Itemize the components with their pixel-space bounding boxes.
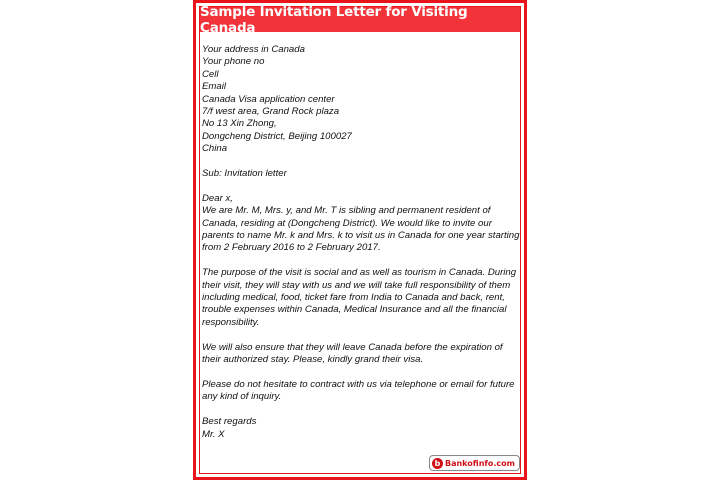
address-line: Canada Visa application center: [202, 93, 335, 105]
letter-frame: [193, 0, 527, 480]
address-block: [202, 44, 522, 156]
address-line: Your address in Canada: [202, 44, 305, 55]
paragraph: We are Mr. M, Mrs. y, and Mr. T is sibling and permanent resident of Canada, residing at (Dongcheng District). We would like to invite our parents to name Mr. k and Mrs. k to visit us in Canada for one year starting from 2 February 2016 to 2 February 2017.: [202, 205, 520, 254]
paragraph: We will also ensure that they will leave Canada before the expiration of their authorized stay. Please, kindly grand their visa.: [202, 341, 503, 366]
address-line: Your phone no: [202, 56, 265, 68]
address-line: No 13 Xin Zhong,: [202, 118, 277, 130]
address-line: China: [202, 143, 228, 155]
signature: Mr. X: [202, 428, 225, 440]
subject: Sub: Invitation letter: [202, 168, 287, 180]
address-line: 7/f west area, Grand Rock plaza: [202, 106, 340, 118]
address-line: Dongcheng District, Beijing 100027: [202, 130, 352, 142]
bankofinfo-logo: [429, 455, 520, 471]
address-line: Cell: [202, 68, 219, 80]
letter-body: [202, 44, 522, 453]
address-line: Email: [202, 81, 226, 93]
closing: Best regards: [202, 416, 257, 428]
page-title: Sample Invitation Letter for Visiting Canada: [200, 7, 520, 32]
paragraph-intro: [202, 193, 522, 255]
closing-block: [202, 416, 522, 441]
paragraph: Please do not hesitate to contract with us via telephone or email for future any kind of inquiry.: [202, 378, 515, 403]
logo-text: Bankofinfo.com: [444, 458, 515, 468]
paragraph: The purpose of the visit is social and as well as tourism in Canada. During their visit, they will stay with us and we will take full responsibility of them including medical, food, ticket fare from India to Canada and back, rent, trouble expenses within Canada, Medical Insurance and all the financial responsibility.: [202, 267, 517, 328]
salutation: Dear x,: [202, 192, 233, 204]
logo-icon: b: [432, 458, 443, 469]
